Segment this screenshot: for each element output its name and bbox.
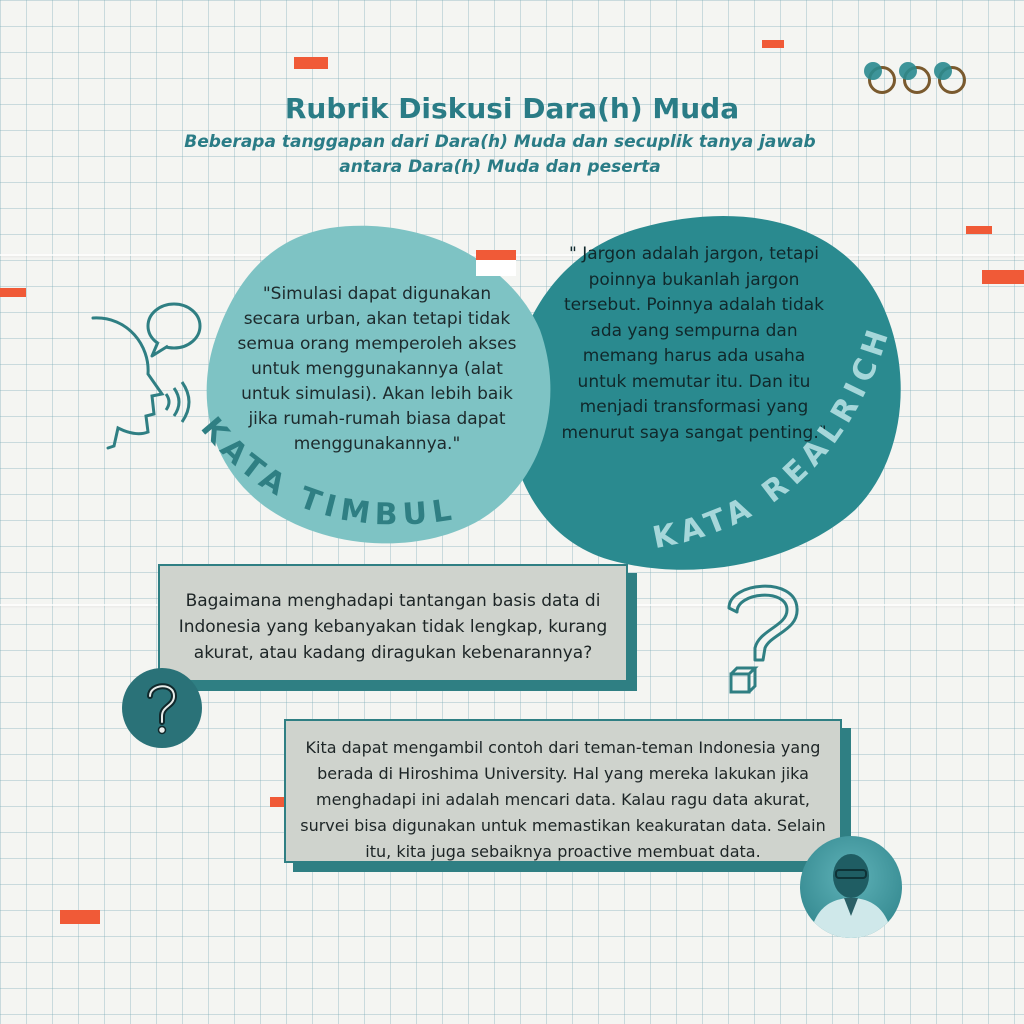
quote-realrich: " Jargon adalah jargon, tetapi poinnya bukanlah jargon tersebut. Poinnya adalah tidak ada yang sempurna dan memang harus ada usaha untuk memutar itu. Dan itu menjadi transformasi yang menurut saya sangat penting." [561, 244, 827, 443]
speech-bubble-icon [148, 304, 200, 356]
subtitle-line-2: antara Dara(h) Muda dan peserta [339, 157, 661, 177]
speaker-label-timbul [194, 411, 460, 533]
question-mark-icon [715, 578, 810, 698]
speaker-name-realrich: KATA REALRICH [649, 320, 898, 557]
speaker-name-timbul: KATA TIMBUL [193, 410, 460, 533]
quote-timbul: "Simulasi dapat digunakan secara urban, akan tetapi tidak semua orang memperoleh akses untuk menggunakannya (alat untuk simulasi). Akan lebih baik jika rumah-rumah biasa dapat menggunakannya." [237, 284, 517, 454]
speaking-head-icon [88, 296, 208, 456]
speaker-label-realrich [650, 320, 898, 556]
question-box [158, 564, 628, 682]
answer-text: Kita dapat mengambil contoh dari teman-teman Indonesia yang berada di Hiroshima University. Hal yang mereka lakukan jika menghadapi ini adalah mencari data. Kalau ragu data akurat, survei bisa digunakan untuk memastikan keakuratan data. Selain itu, kita juga sebaiknya proactive membuat data. [300, 738, 826, 861]
avatar [800, 836, 902, 938]
answer-box [284, 719, 842, 863]
question-text: Bagaimana menghadapi tantangan basis data di Indonesia yang kebanyakan tidak lengkap, kurang akurat, atau kadang diragukan kebenarannya? [178, 591, 608, 663]
subtitle-line-1: Beberapa tanggapan dari Dara(h) Muda dan secuplik tanya jawab [184, 132, 816, 152]
page-title: Rubrik Diskusi Dara(h) Muda [284, 92, 740, 125]
question-badge-icon [122, 668, 202, 748]
